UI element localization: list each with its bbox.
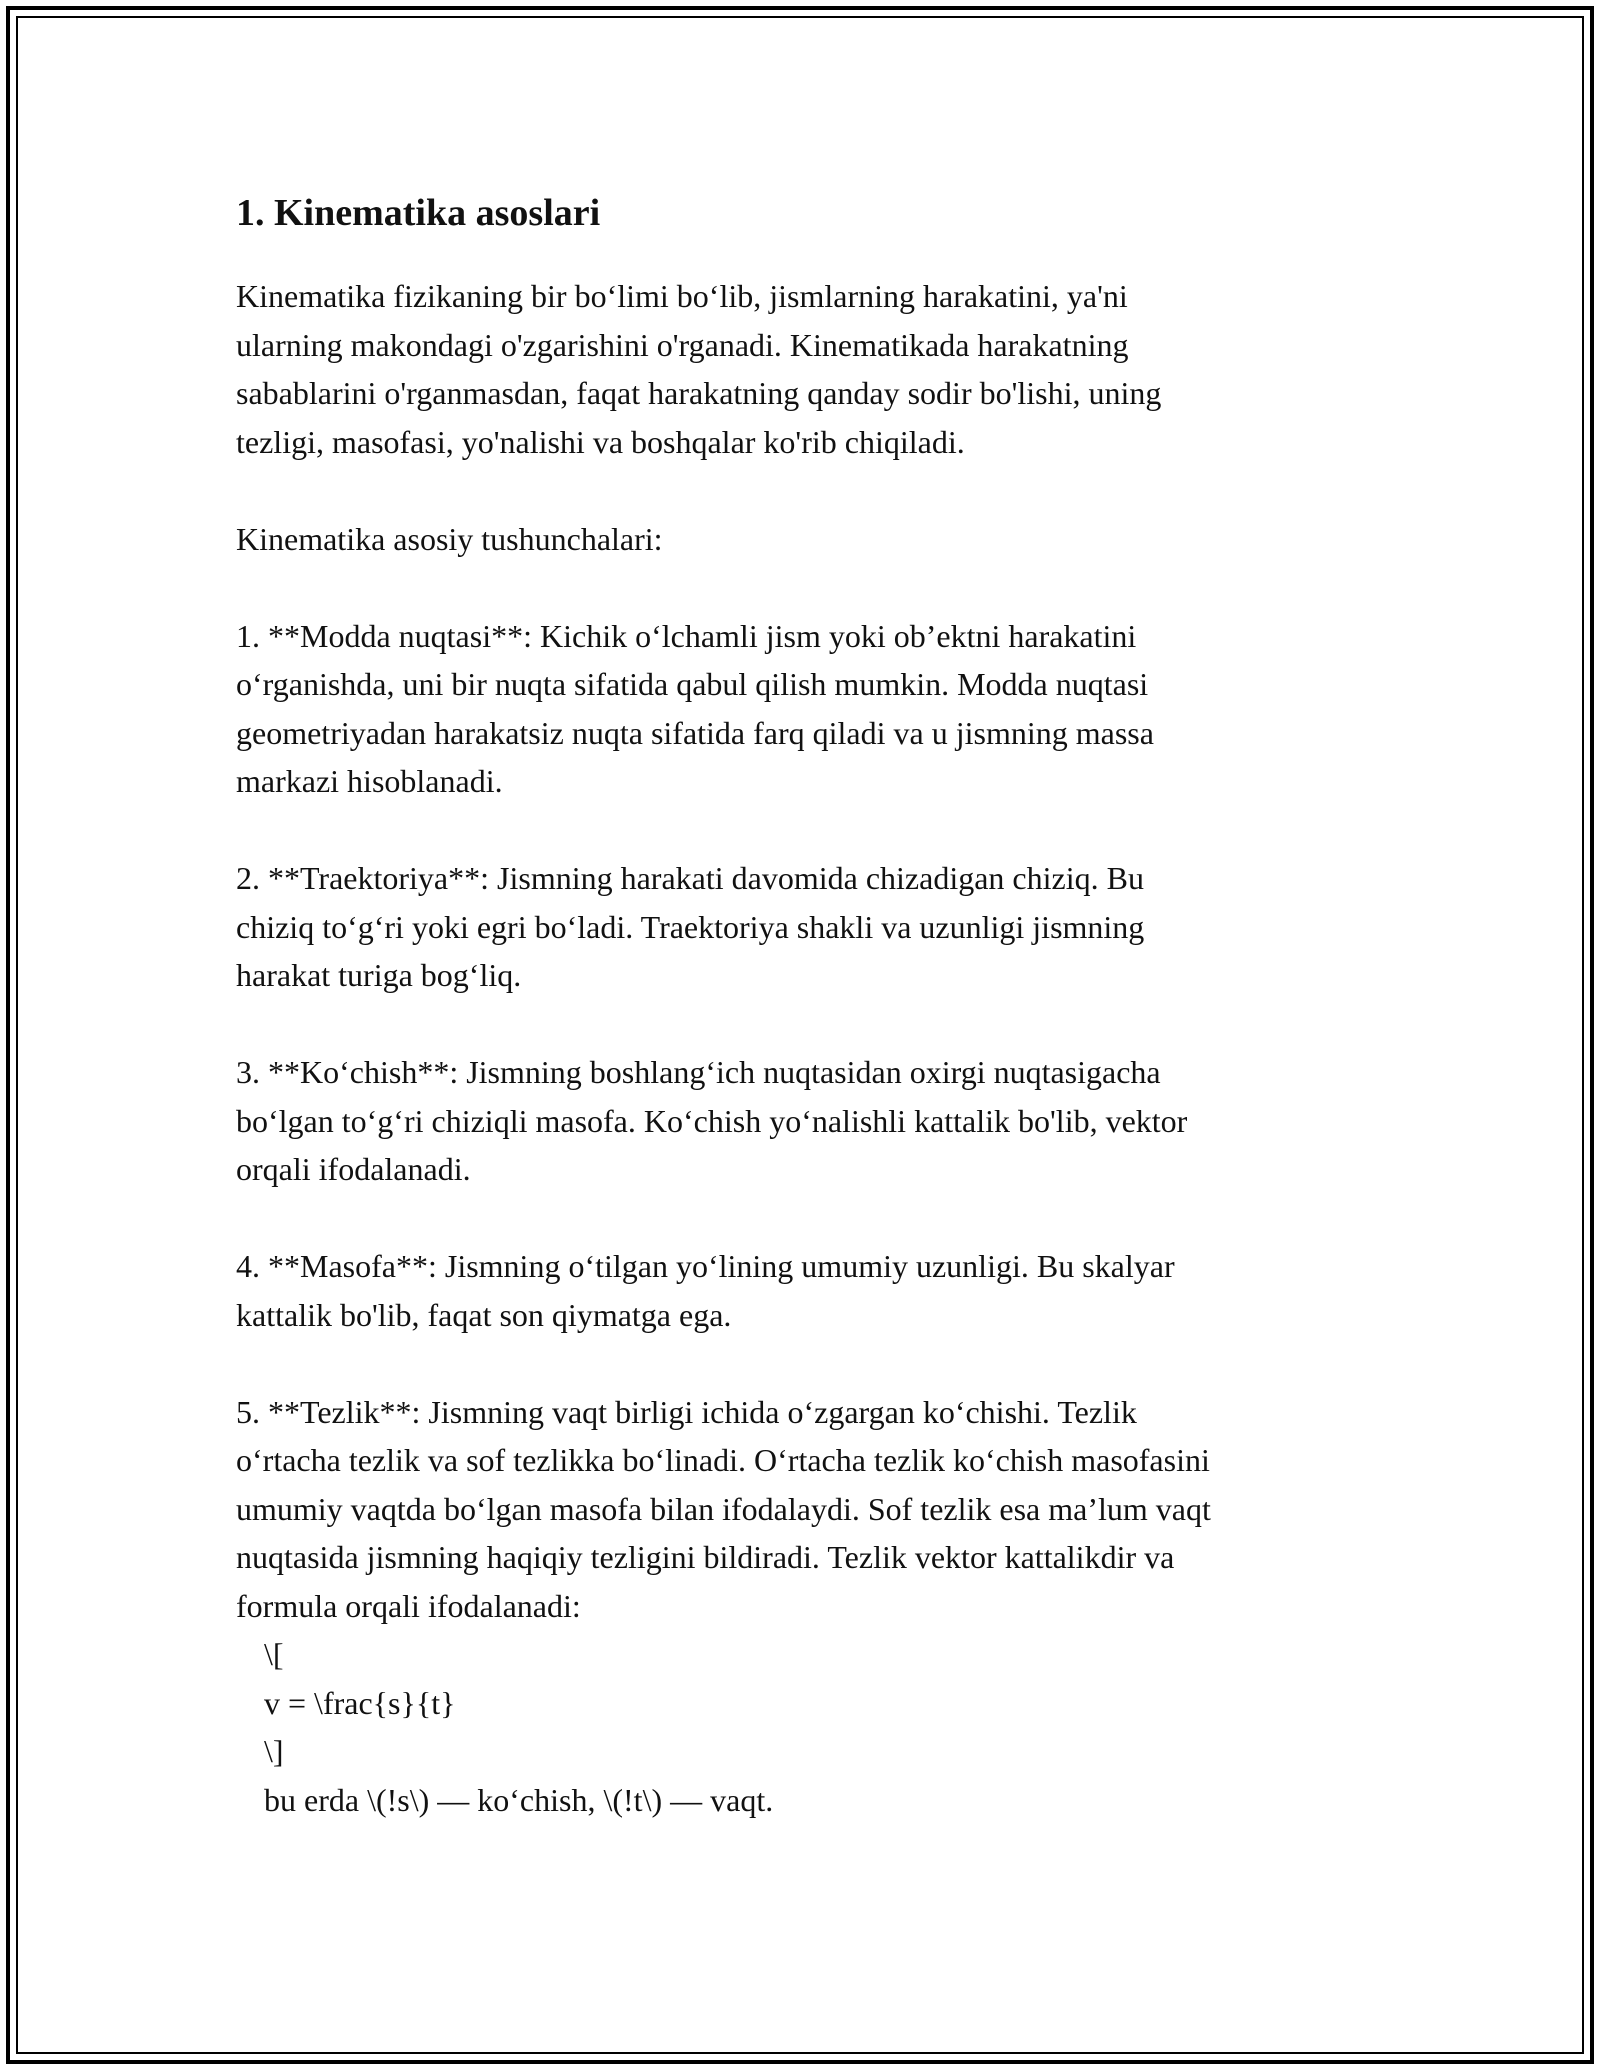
formula-open: \[: [264, 1636, 284, 1672]
list-item-modda-nuqtasi: 1. **Modda nuqtasi**: Kichik o‘lchamli jism yoki ob’ektni harakatini o‘rganishda, uni bir nuqta sifatida qabul qilish mumkin. Modda nuqtasi geometriyadan harakatsiz nuqta sifatida farq qiladi va u jismning massa markazi hisoblanadi.: [236, 617, 1154, 799]
list-item-kochish: 3. **Ko‘chish**: Jismning boshlang‘ich nuqtasidan oxirgi nuqtasigacha bo‘lgan to‘g‘ri chiziqli masofa. Ko‘chish yo‘nalishli kattalik bo'lib, vektor orqali ifodalanadi.: [236, 1054, 1188, 1187]
document-content: [236, 184, 1376, 1824]
list-item-tezlik: 5. **Tezlik**: Jismning vaqt birligi ichida o‘zgargan ko‘chishi. Tezlik o‘rtacha tezlik va sof tezlikka bo‘linadi. O‘rtacha tezlik ko‘chish masofasini umumiy vaqtda bo‘lgan masofa bilan ifodalaydi. Sof tezlik esa ma’lum vaqt nuqtasida jismning haqiqiy tezligini bildiradi. Tezlik vektor kattalikdir va formula orqali ifodalanadi:: [236, 1393, 1211, 1624]
formula-expression: v = \frac{s}{t}: [264, 1684, 456, 1721]
formula-note: bu erda \(!s\) — ko‘chish, \(!t\) — vaqt.: [264, 1781, 774, 1818]
list-item-masofa: 4. **Masofa**: Jismning o‘tilgan yo‘lining umumiy uzunligi. Bu skalyar kattalik bo'lib, faqat son qiymatga ega.: [236, 1248, 1175, 1333]
section-heading: 1. Kinematika asoslari: [236, 192, 601, 234]
list-item-traektoriya: 2. **Traektoriya**: Jismning harakati davomida chizadigan chiziq. Bu chiziq to‘g‘ri yoki egri bo‘ladi. Traektoriya shakli va uzunligi jismning harakat turiga bog‘liq.: [236, 860, 1145, 993]
intro-paragraph: Kinematika fizikaning bir bo‘limi bo‘lib, jismlarning harakatini, ya'ni ularning makondagi o'zgarishini o'rganadi. Kinematikada harakatning sabablarini o'rganmasdan, faqat harakatning qanday sodir bo'lishi, uning tezligi, masofasi, yo'nalishi va boshqalar ko'rib chiqiladi.: [236, 278, 1162, 460]
formula-close: \]: [264, 1733, 284, 1769]
concepts-heading: Kinematika asosiy tushunchalari:: [236, 520, 663, 557]
